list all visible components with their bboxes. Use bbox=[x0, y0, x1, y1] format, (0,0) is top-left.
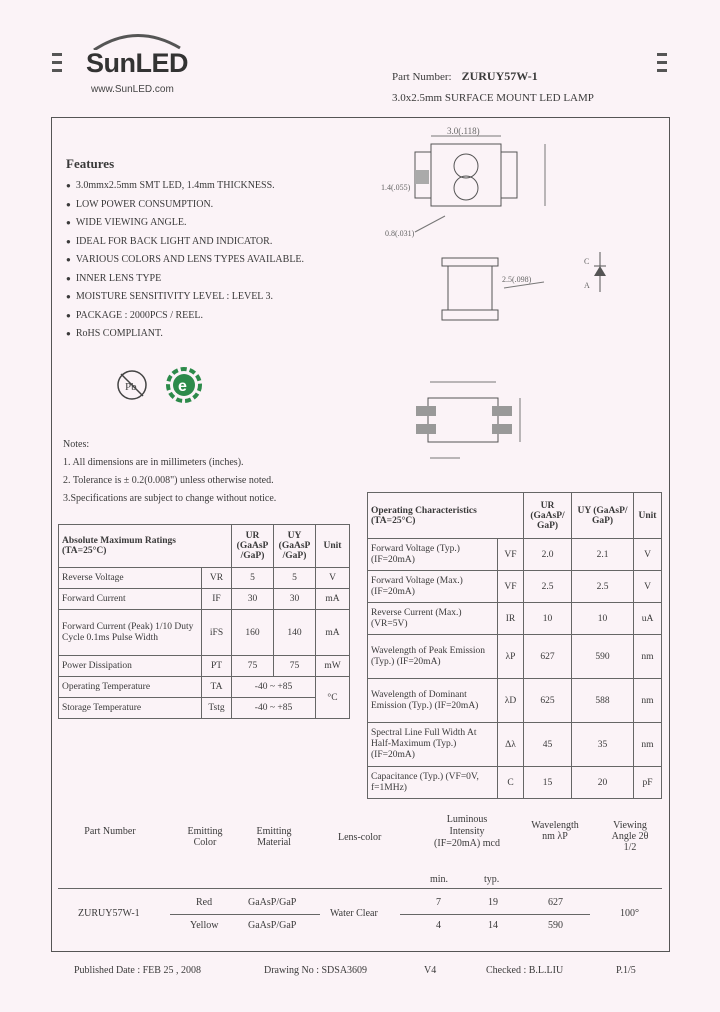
svg-text:C: C bbox=[584, 257, 590, 266]
svg-text:e: e bbox=[178, 378, 187, 395]
table-row: Forward Current (Peak) 1/10 Duty Cycle 0.1ms Pulse Width iFS 160 140 mA bbox=[59, 610, 350, 656]
note-item: 1. All dimensions are in millimeters (inches). bbox=[63, 457, 244, 468]
table-row: Power Dissipation PT 75 75 mW bbox=[59, 656, 350, 677]
sel-h-wavelength: Wavelength nm λP bbox=[531, 820, 579, 842]
svg-text:A: A bbox=[584, 281, 590, 290]
op-col-unit: Unit bbox=[634, 493, 662, 539]
right-bars-icon bbox=[657, 53, 667, 77]
svg-text:1.4(.055): 1.4(.055) bbox=[381, 183, 411, 192]
list-item: ● VARIOUS COLORS AND LENS TYPES AVAILABLE. bbox=[66, 254, 304, 273]
list-item: ● RoHS COMPLIANT. bbox=[66, 328, 304, 347]
part-number: Part Number: ZURUY57W-1 bbox=[392, 69, 538, 83]
sel-row-material: GaAsP/GaP bbox=[248, 897, 297, 908]
sel-h-min: min. bbox=[430, 874, 449, 885]
sel-h-luminous: Luminous Intensity (IF=20mA) mcd bbox=[434, 814, 500, 849]
table-row: Operating Temperature TA -40 ~ +85 °C bbox=[59, 677, 350, 698]
table-row: Forward Voltage (Typ.) (IF=20mA) VF 2.0 2.1 V bbox=[368, 539, 662, 571]
op-col-uy: UY (GaAsP/ GaP) bbox=[572, 493, 634, 539]
subtitle: 3.0x2.5mm SURFACE MOUNT LED LAMP bbox=[392, 92, 594, 104]
divider bbox=[400, 914, 590, 915]
abs-max-table bbox=[58, 524, 350, 719]
list-item: ● IDEAL FOR BACK LIGHT AND INDICATOR. bbox=[66, 236, 304, 255]
sel-row-typ: 14 bbox=[488, 920, 498, 931]
sel-h-color: Emitting Color bbox=[187, 826, 223, 848]
table-row: Spectral Line Full Width At Half-Maximum (Typ.) (IF=20mA) Δλ 45 35 nm bbox=[368, 723, 662, 767]
sel-row-material: GaAsP/GaP bbox=[248, 920, 297, 931]
abs-col-ur: UR (GaAsP /GaP) bbox=[232, 525, 274, 568]
sel-h-angle: Viewing Angle 2θ 1/2 bbox=[611, 820, 649, 853]
abs-title: Absolute Maximum Ratings (TA=25°C) bbox=[59, 525, 232, 568]
sel-lens: Water Clear bbox=[330, 908, 378, 919]
polarity-diode-icon bbox=[580, 244, 630, 294]
table-row: Forward Current IF 30 30 mA bbox=[59, 589, 350, 610]
features-list bbox=[66, 180, 304, 347]
svg-text:3.0(.118): 3.0(.118) bbox=[447, 126, 480, 136]
sel-row-color: Red bbox=[196, 897, 213, 908]
table-row: Wavelength of Peak Emission (Typ.) (IF=20mA) λP 627 590 nm bbox=[368, 635, 662, 679]
op-col-ur: UR (GaAsP/ GaP) bbox=[524, 493, 572, 539]
sel-part: ZURUY57W-1 bbox=[78, 908, 140, 919]
note-item: 2. Tolerance is ± 0.2(0.008") unless otherwise noted. bbox=[63, 475, 274, 486]
pb-free-icon bbox=[115, 368, 149, 402]
notes-title: Notes: bbox=[63, 439, 90, 450]
footer-checked: Checked : B.L.LIU bbox=[486, 965, 564, 976]
footer-version: V4 bbox=[424, 965, 437, 976]
list-item: ● LOW POWER CONSUMPTION. bbox=[66, 199, 304, 218]
footer-page: P.1/5 bbox=[616, 965, 636, 976]
pad-layout-drawing bbox=[400, 376, 540, 466]
sel-row-color: Yellow bbox=[190, 920, 219, 931]
sel-h-part: Part Number bbox=[84, 826, 136, 837]
rohs-e-icon bbox=[164, 365, 204, 405]
list-item: ● PACKAGE : 2000PCS / REEL. bbox=[66, 310, 304, 329]
table-row: Capacitance (Typ.) (VF=0V, f=1MHz) C 15 20 pF bbox=[368, 767, 662, 799]
sel-row-min: 4 bbox=[436, 920, 441, 931]
sel-angle: 100° bbox=[620, 908, 639, 919]
list-item: ● WIDE VIEWING ANGLE. bbox=[66, 217, 304, 236]
sel-h-material: Emitting Material bbox=[256, 826, 292, 848]
note-item: 3.Specifications are subject to change without notice. bbox=[63, 493, 277, 504]
side-view-drawing bbox=[432, 248, 552, 338]
footer-published: Published Date : FEB 25 , 2008 bbox=[74, 965, 201, 976]
table-row: Wavelength of Dominant Emission (Typ.) (IF=20mA) λD 625 588 nm bbox=[368, 679, 662, 723]
list-item: ● INNER LENS TYPE bbox=[66, 273, 304, 292]
svg-text:Pb: Pb bbox=[125, 381, 137, 393]
sel-h-typ: typ. bbox=[484, 874, 500, 885]
notes bbox=[63, 436, 276, 508]
logo-arc-icon bbox=[86, 28, 186, 50]
abs-col-unit: Unit bbox=[316, 525, 350, 568]
sel-row-min: 7 bbox=[436, 897, 441, 908]
operating-table bbox=[367, 492, 662, 799]
logo: SunLED bbox=[86, 48, 188, 78]
top-view-drawing bbox=[375, 122, 555, 242]
list-item: ● 3.0mmx2.5mm SMT LED, 1.4mm THICKNESS. bbox=[66, 180, 304, 199]
table-row: Forward Voltage (Max.) (IF=20mA) VF 2.5 2.5 V bbox=[368, 571, 662, 603]
op-title: Operating Characteristics (TA=25°C) bbox=[368, 493, 524, 539]
divider bbox=[58, 888, 662, 889]
sel-row-wl: 627 bbox=[548, 897, 563, 908]
sel-h-lens: Lens-color bbox=[338, 832, 382, 843]
table-row: Storage Temperature Tstg -40 ~ +85 bbox=[59, 698, 350, 719]
features-title: Features bbox=[66, 156, 115, 171]
left-bars-icon bbox=[52, 53, 62, 77]
sel-row-wl: 590 bbox=[548, 920, 563, 931]
logo-url: www.SunLED.com bbox=[91, 84, 174, 95]
abs-col-uy: UY (GaAsP /GaP) bbox=[274, 525, 316, 568]
footer-drawing-no: Drawing No : SDSA3609 bbox=[264, 965, 368, 976]
svg-text:2.5(.098): 2.5(.098) bbox=[502, 275, 532, 284]
divider bbox=[170, 914, 320, 915]
table-row: Reverse Current (Max.) (VR=5V) IR 10 10 uA bbox=[368, 603, 662, 635]
svg-text:0.8(.031): 0.8(.031) bbox=[385, 229, 415, 238]
sel-row-typ: 19 bbox=[488, 897, 498, 908]
table-row: Reverse Voltage VR 5 5 V bbox=[59, 568, 350, 589]
list-item: ● MOISTURE SENSITIVITY LEVEL : LEVEL 3. bbox=[66, 291, 304, 310]
